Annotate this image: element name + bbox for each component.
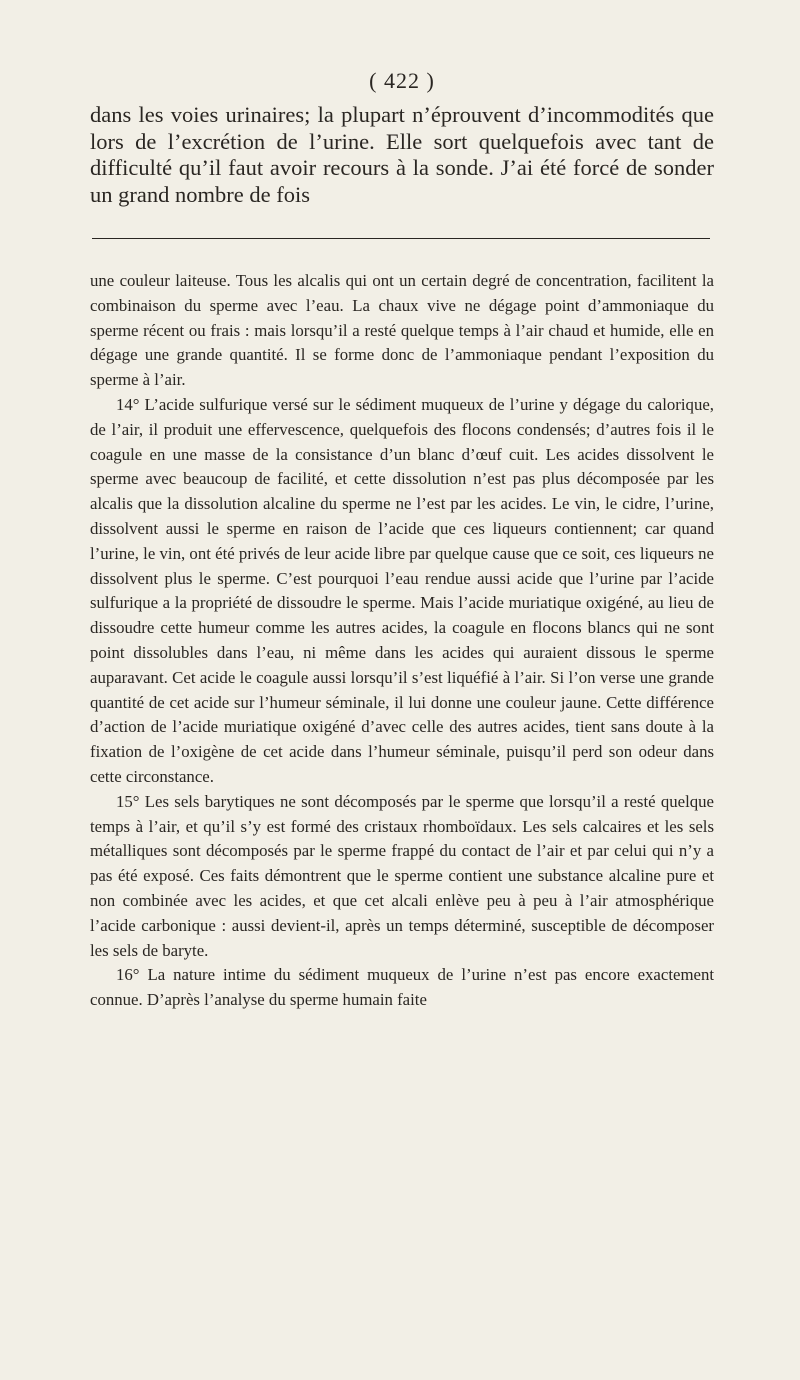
page-number: ( 422 ) xyxy=(369,68,435,93)
footnotes xyxy=(90,269,714,1013)
note-paragraph-3: 15° Les sels barytiques ne sont décomposés par le sperme que lorsqu’il a resté quelque temps à l’air, et qu’il s’y est formé des cristaux rhomboïdaux. Les sels calcaires et les sels métalliques sont décomposés par le sperme frappé du contact de l’air et par celui qui n’y a pas été exposé. Ces faits démontrent que le sperme contient une substance alcaline pure et non combinée avec les acides, et que cet alcali enlève peu à peu à l’air atmosphérique l’acide carbonique : aussi devient-il, après un temps déterminé, susceptible de décomposer les sels de baryte. xyxy=(90,791,714,960)
note-paragraph-1: une couleur laiteuse. Tous les alcalis qui ont un certain degré de concentration, facilitent la combinaison du sperme avec l’eau. La chaux vive ne dégage point d’ammoniaque du sperme récent ou frais : mais lorsqu’il a resté quelque temps à l’air chaud et humide, elle en dégage une grande quantité. Il se forme donc de l’ammoniaque pendant l’exposition du sperme à l’air. xyxy=(90,271,714,390)
main-paragraph: dans les voies urinaires; la plupart n’éprouvent d’incommodités que lors de l’excrétion de l’urine. Elle sort quelquefois avec tant de difficulté qu’il faut avoir recours à la sonde. J’ai été forcé de sonder un grand nombre de fois xyxy=(90,102,714,207)
main-text xyxy=(90,102,714,208)
footnote-divider xyxy=(92,238,710,239)
note-paragraph-4: 16° La nature intime du sédiment muqueux de l’urine n’est pas encore exactement connue. D’après l’analyse du sperme humain faite xyxy=(90,965,714,1010)
note-paragraph-2: 14° L’acide sulfurique versé sur le sédiment muqueux de l’urine y dégage du calorique, de l’air, il produit une effervescence, quelquefois des flocons condensés; d’autres fois il le coagule en une masse de la consistance d’un blanc d’œuf cuit. Les acides dissolvent le sperme avec beaucoup de facilité, et cette dissolution n’est pas plus décomposée par les alcalis que la dissolution alcaline du sperme ne l’est par les acides. Le vin, le cidre, l’urine, dissolvent aussi le sperme en raison de l’acide que ces liqueurs contiennent; car quand l’urine, le vin, ont été privés de leur acide libre par quelque cause que ce soit, ces liqueurs ne dissolvent plus le sperme. C’est pourquoi l’eau rendue aussi acide que l’urine par l’acide sulfurique a la propriété de dissoudre le sperme. Mais l’acide muriatique oxigéné, au lieu de dissoudre cette humeur comme les autres acides, la coagule en flocons blancs qui ne sont point dissolubles dans l’eau, ni même dans les acides qui auraient dissous le sperme auparavant. Cet acide le coagule aussi lorsqu’il s’est liquéfié à l’air. Si l’on verse une grande quantité de cet acide sur l’humeur séminale, il lui donne une couleur jaune. Cette différence d’action de l’acide muriatique oxigéné d’avec celle des autres acides, tient sans doute à la fixation de l’oxigène de cet acide dans l’humeur séminale, puisqu’il perd son odeur dans cette circonstance. xyxy=(90,394,714,786)
